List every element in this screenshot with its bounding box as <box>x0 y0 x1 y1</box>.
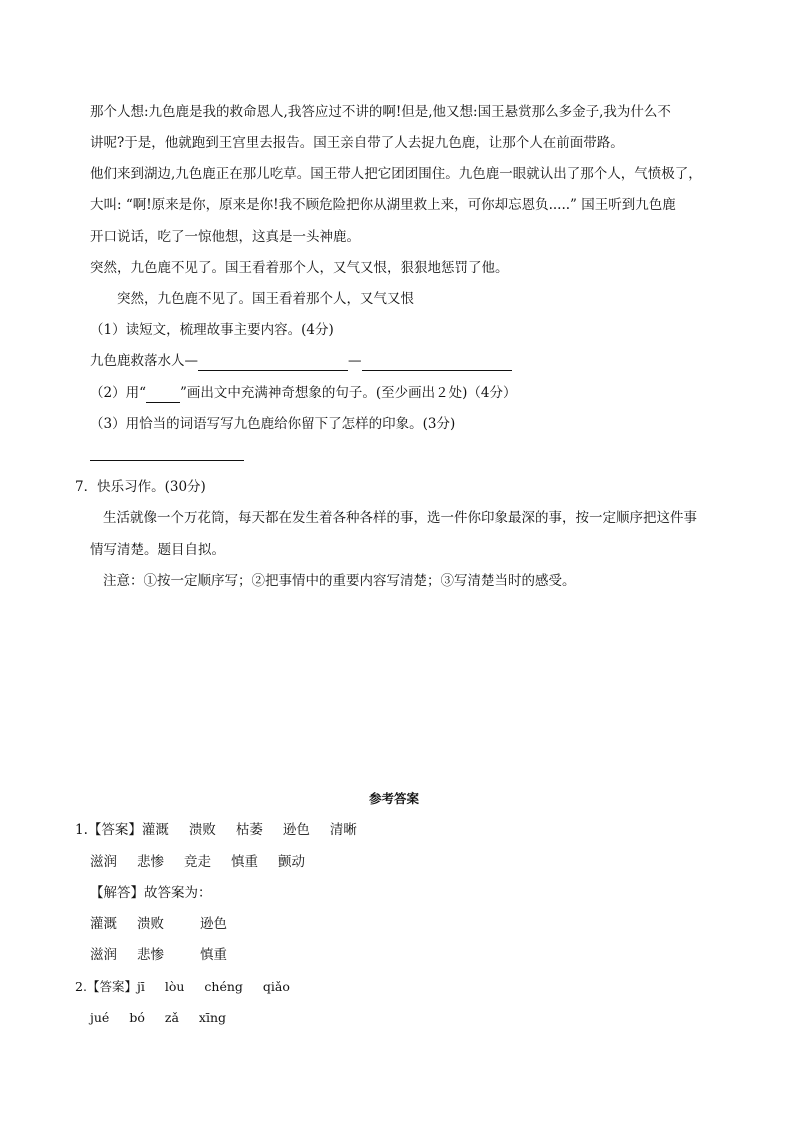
answer-1-row-4 <box>90 945 227 965</box>
answers-heading: 参考答案 <box>369 791 420 806</box>
word: 灌溉 <box>141 822 169 838</box>
word: 悲惨 <box>137 947 164 963</box>
passage-line-5: 开口说话，吃了一惊他想，这真是一头神鹿。 <box>90 229 360 245</box>
pinyin: bó <box>129 1010 145 1025</box>
answer-2-row-1 <box>75 977 290 997</box>
word: 慎重 <box>200 947 227 963</box>
passage-line-1: 那个人想:九色鹿是我的救命恩人,我答应过不讲的啊!但是,他又想:国王悬赏那么多金子,我为什么不 <box>90 104 671 120</box>
answer-tag: 【答案】 <box>86 979 137 994</box>
composition-prompt-1: 生活就像一个万花筒，每天都在发生着各种各样的事，选一件你印象最深的事，按一定顺序把这件事 <box>103 510 697 526</box>
answer-2-number: 2. <box>75 979 87 994</box>
word: 颤动 <box>278 854 305 870</box>
word: 枯萎 <box>235 822 263 838</box>
answer-blank-2[interactable] <box>362 356 512 371</box>
question-1: （1）读短文，梳理故事主要内容。(4分) <box>90 322 334 338</box>
jiexi-text: 故答案为： <box>144 885 212 901</box>
question-3: （3）用恰当的词语写写九色鹿给你留下了怎样的印象。(3分) <box>90 416 456 432</box>
answer-1-row-1 <box>75 820 357 840</box>
word: 灌溉 <box>90 916 117 932</box>
question-2-suffix: ”画出文中充满神奇想象的句子。(至少画出２处)（4分） <box>180 385 517 401</box>
passage-line-6: 突然，九色鹿不见了。国王看着那个人，又气又恨，狠狠地惩罚了他。 <box>90 260 509 276</box>
word: 悲惨 <box>137 854 164 870</box>
word: 慎重 <box>231 854 258 870</box>
word: 清晰 <box>329 822 357 838</box>
word: 竞走 <box>184 854 211 870</box>
passage-line-3: 他们来到湖边,九色鹿正在那儿吃草。国王带人把它团团围住。九色鹿一眼就认出了那个人，气愤极了， <box>90 166 702 182</box>
question-1-start: 九色鹿救落水人— <box>90 353 198 369</box>
jiexi-tag: 【解答】 <box>90 885 144 901</box>
word: 溃败 <box>188 822 216 838</box>
answer-1-row-2 <box>90 852 305 872</box>
answer-1-row-3 <box>90 914 227 934</box>
word: 逊色 <box>282 822 310 838</box>
composition-title: 7．快乐习作。(30分) <box>75 479 206 495</box>
composition-prompt-2: 情写清楚。题目自拟。 <box>90 542 225 558</box>
question-1-answer-line <box>90 351 512 371</box>
pinyin: jī <box>136 979 145 994</box>
word: 滋润 <box>90 854 117 870</box>
pinyin: jué <box>90 1010 110 1025</box>
jiexi-line <box>90 883 212 903</box>
word: 逊色 <box>200 916 227 932</box>
word: 滋润 <box>90 947 117 963</box>
pinyin: lòu <box>164 979 185 994</box>
word: 溃败 <box>137 916 164 932</box>
pinyin: qiǎo <box>262 979 290 994</box>
question-1-dash: — <box>348 353 362 369</box>
answer-tag: 【答案】 <box>87 822 142 838</box>
passage-line-2: 讲呢?于是，他就跑到王宫里去报告。国王亲自带了人去捉九色鹿，让那个人在前面带路。 <box>90 135 624 151</box>
underline-sample <box>146 390 180 403</box>
answer-2-row-2 <box>90 1008 226 1028</box>
passage-line-4: 大叫: “啊!原来是你，原来是你!我不顾危险把你从湖里救上来，可你却忘恩负.....” 国王听到九色鹿 <box>90 197 676 213</box>
passage-line-7: 突然，九色鹿不见了。国王看着那个人，又气又恨 <box>117 291 414 307</box>
pinyin: chéng <box>204 979 243 994</box>
answer-blank-3[interactable] <box>90 446 244 461</box>
pinyin: zǎ <box>164 1010 179 1025</box>
answer-1-number: 1. <box>75 822 88 838</box>
question-2 <box>90 383 517 403</box>
question-2-prefix: （2）用“ <box>90 385 146 401</box>
answer-blank-1[interactable] <box>198 356 348 371</box>
pinyin: xīng <box>198 1010 227 1025</box>
composition-note: 注意：①按一定顺序写；②把事情中的重要内容写清楚；③写清楚当时的感受。 <box>103 573 576 589</box>
